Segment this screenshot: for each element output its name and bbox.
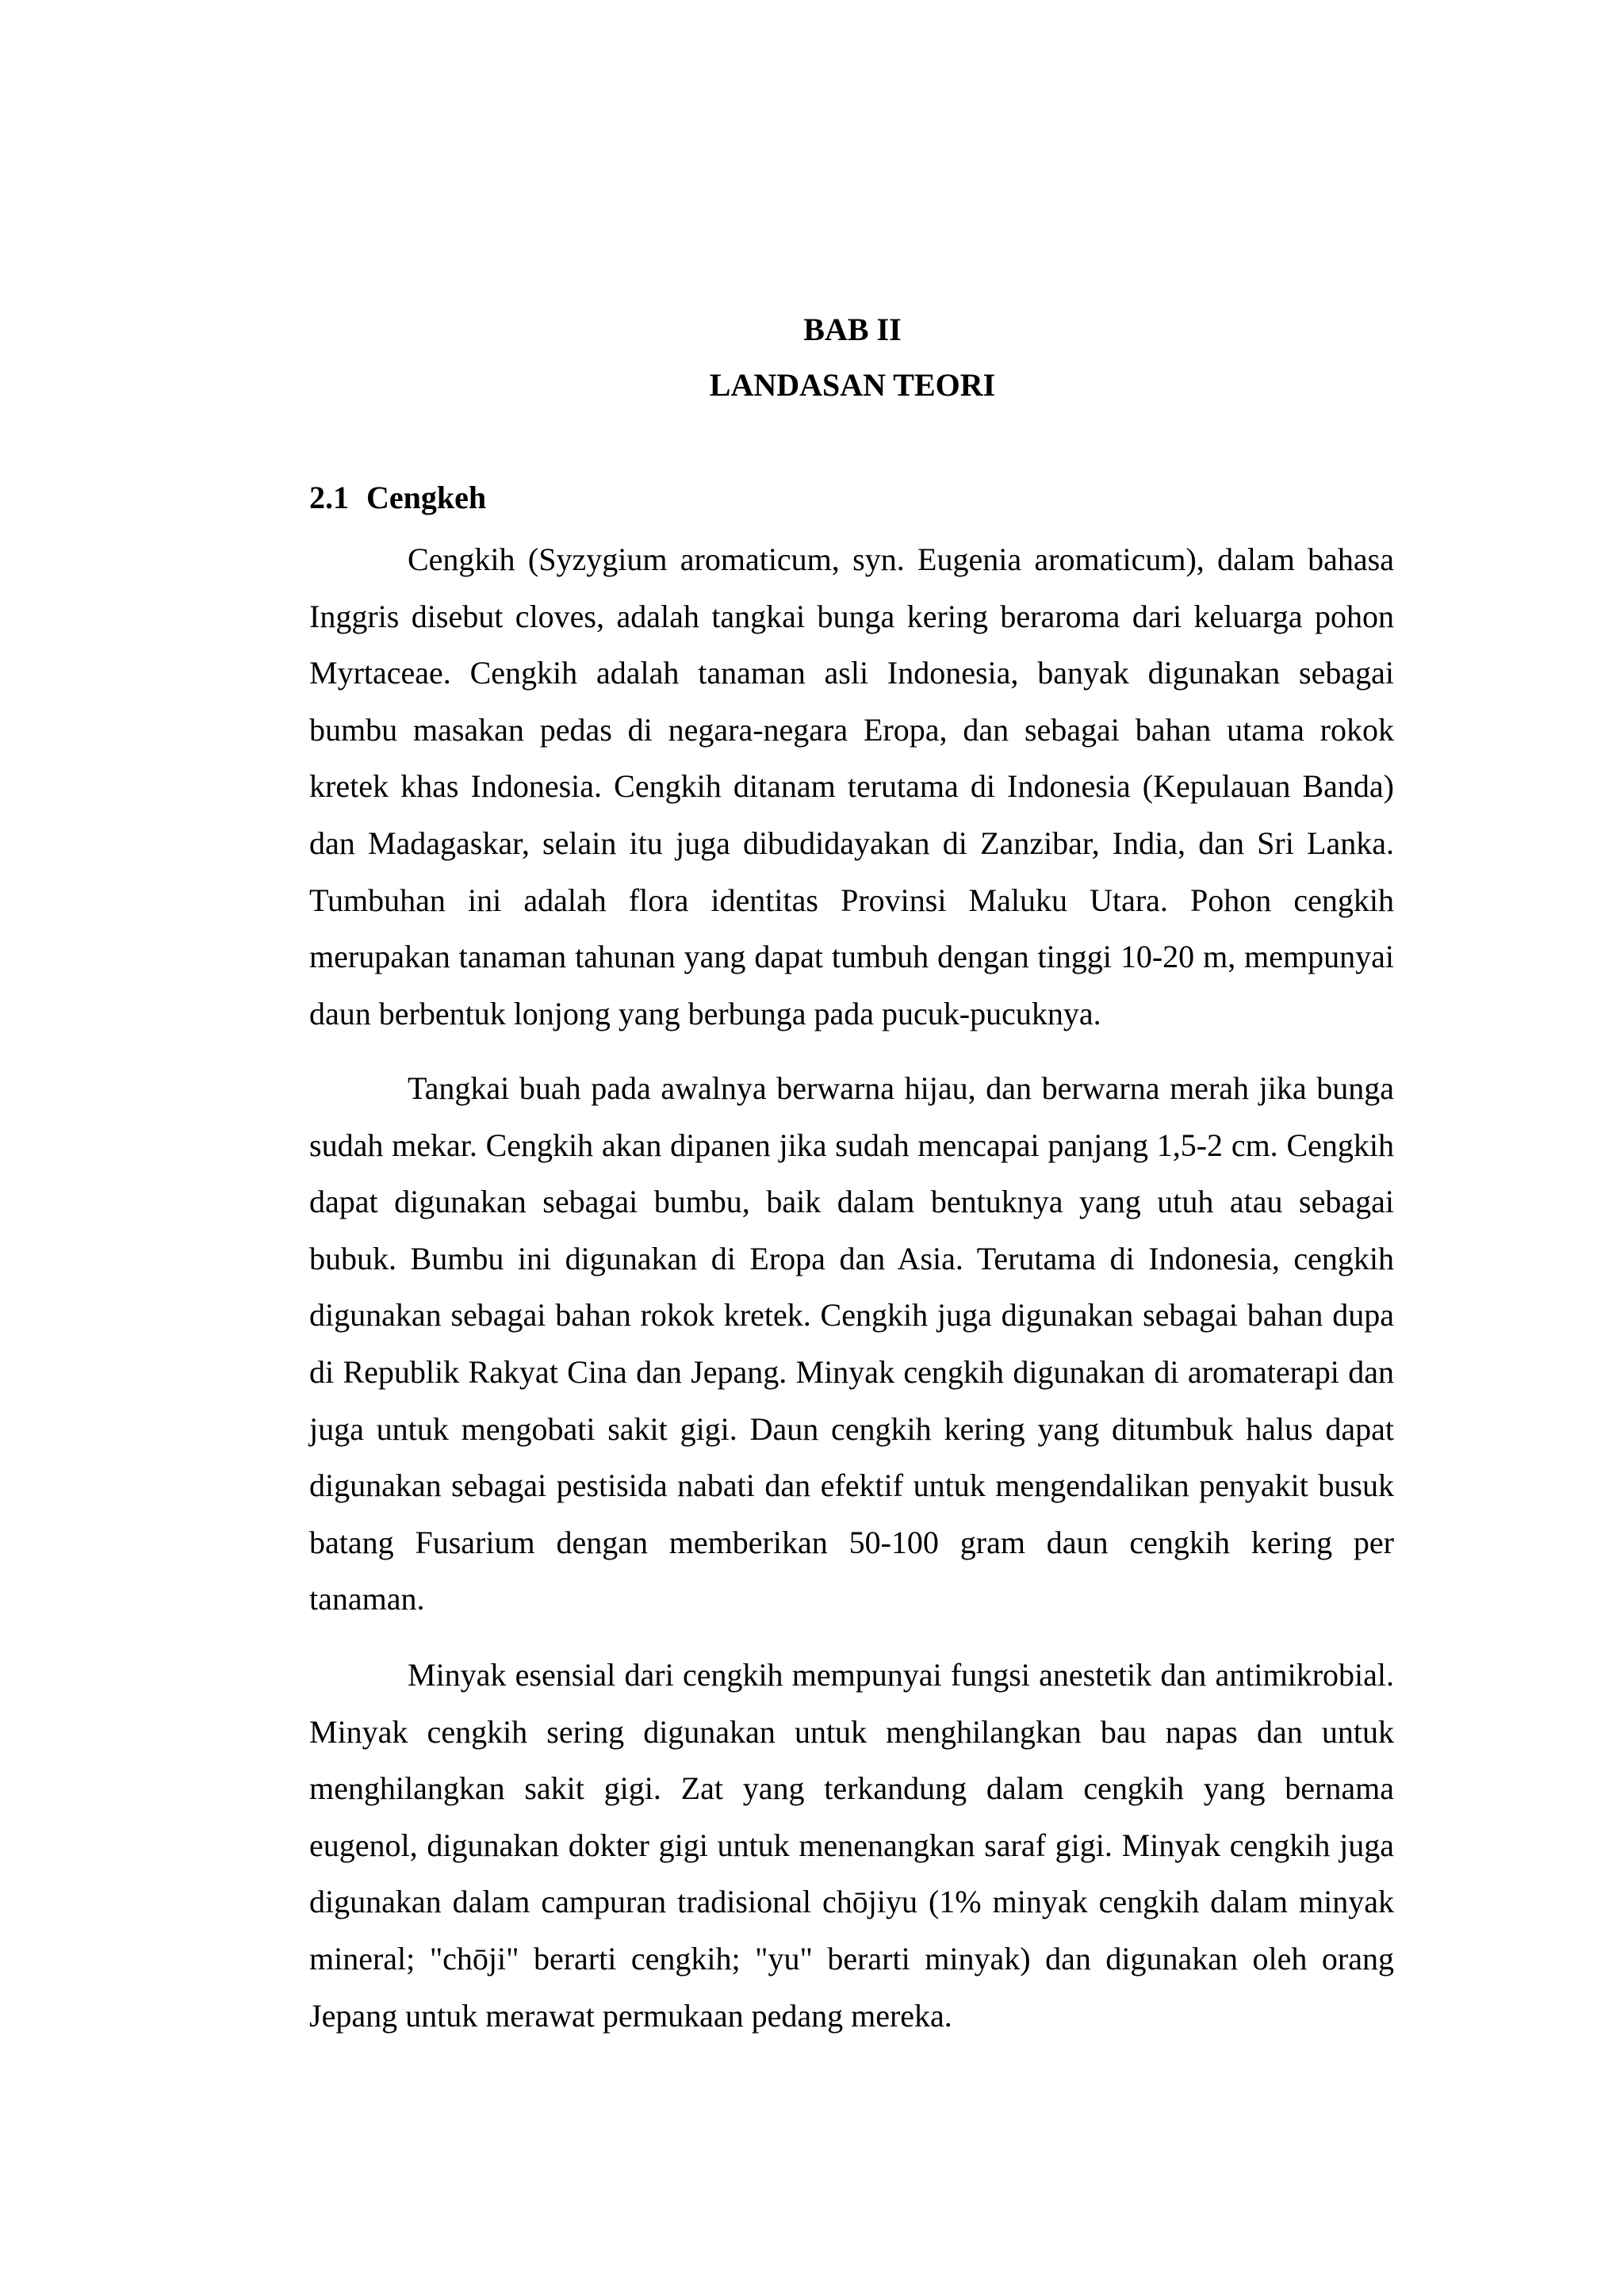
chapter-number: BAB II	[803, 312, 902, 347]
section-number: 2.1	[309, 480, 349, 515]
section-heading	[309, 479, 486, 517]
body-paragraph: Cengkih (Syzygium aromaticum, syn. Eugenia aromaticum), dalam bahasa Inggris disebut cloves, adalah tangkai bunga kering beraroma dari keluarga pohon Myrtaceae. Cengkih adalah tanaman asli Indonesia, banyak digunakan sebagai bumbu masakan pedas di negara-negara Eropa, dan sebagai bahan utama rokok kretek khas Indonesia. Cengkih ditanam terutama di Indonesia (Kepulauan Banda) dan Madagaskar, selain itu juga dibudidayakan di Zanzibar, India, dan Sri Lanka. Tumbuhan ini adalah flora identitas Provinsi Maluku Utara. Pohon cengkih merupakan tanaman tahunan yang dapat tumbuh dengan tinggi 10-20 m, mempunyai daun berbentuk lonjong yang berbunga pada pucuk-pucuknya.	[309, 541, 1394, 1031]
chapter-title: LANDASAN TEORI	[709, 367, 996, 403]
section-title: Cengkeh	[366, 480, 487, 515]
body-paragraph: Minyak esensial dari cengkih mempunyai fungsi anestetik dan antimikrobial. Minyak cengkih sering digunakan untuk menghilangkan bau napas dan untuk menghilangkan sakit gigi. Zat yang terkandung dalam cengkih yang bernama eugenol, digunakan dokter gigi untuk menenangkan saraf gigi. Minyak cengkih juga digunakan dalam campuran tradisional chōjiyu (1% minyak cengkih dalam minyak mineral; "chōji" berarti cengkih; "yu" berarti minyak) dan digunakan oleh orang Jepang untuk merawat permukaan pedang mereka.	[309, 1657, 1394, 2034]
body-paragraph: Tangkai buah pada awalnya berwarna hijau, dan berwarna merah jika bunga sudah mekar. Cengkih akan dipanen jika sudah mencapai panjang 1,5-2 cm. Cengkih dapat digunakan sebagai bumbu, baik dalam bentuknya yang utuh atau sebagai bubuk. Bumbu ini digunakan di Eropa dan Asia. Terutama di Indonesia, cengkih digunakan sebagai bahan rokok kretek. Cengkih juga digunakan sebagai bahan dupa di Republik Rakyat Cina dan Jepang. Minyak cengkih digunakan di aromaterapi dan juga untuk mengobati sakit gigi. Daun cengkih kering yang ditumbuk halus dapat digunakan sebagai pestisida nabati dan efektif untuk mengendalikan penyakit busuk batang Fusarium dengan memberikan 50-100 gram daun cengkih kering per tanaman.	[309, 1070, 1394, 1617]
